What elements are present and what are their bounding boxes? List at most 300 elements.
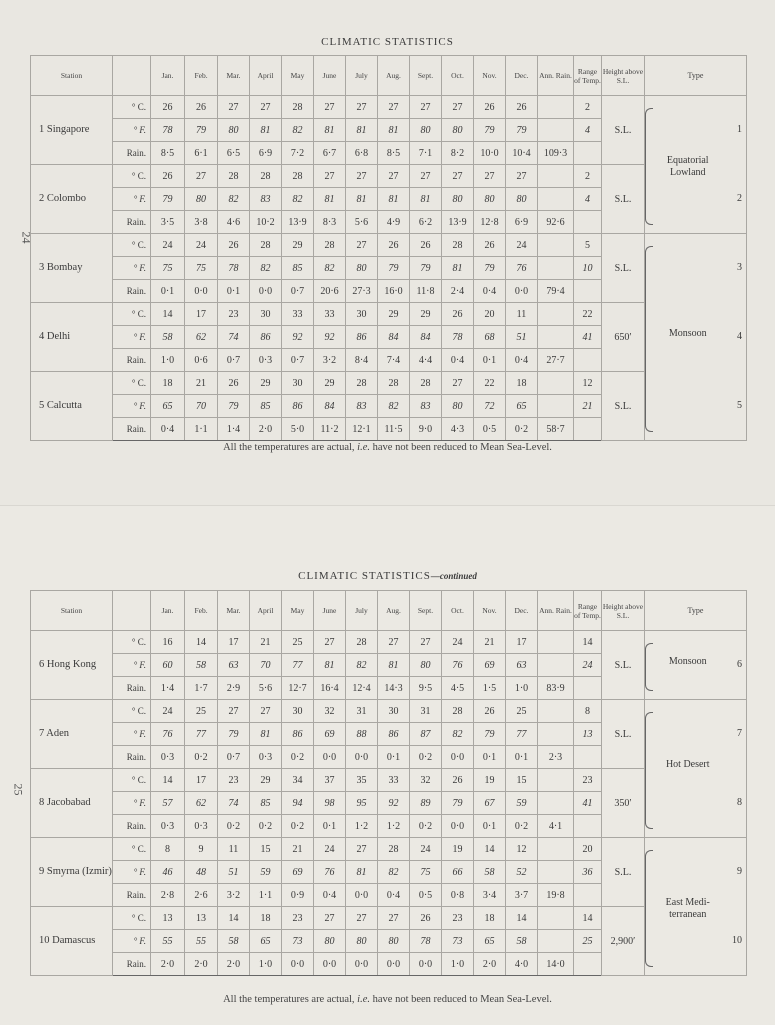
value-cell: 0·7 (218, 746, 250, 769)
annual-rain-empty (538, 372, 574, 395)
value-cell: 95 (346, 792, 378, 815)
value-cell: 28 (378, 372, 410, 395)
annual-rain: 14·0 (538, 953, 574, 976)
value-cell: 21 (474, 631, 506, 654)
annual-rain-empty (538, 165, 574, 188)
value-cell: 4·9 (378, 211, 410, 234)
annual-rain: 58·7 (538, 418, 574, 441)
value-cell: 75 (185, 257, 218, 280)
value-cell: 13·9 (442, 211, 474, 234)
value-cell: 27 (218, 700, 250, 723)
unit-label: Rain. (113, 418, 151, 441)
value-cell: 81 (410, 188, 442, 211)
annual-rain-empty (538, 792, 574, 815)
type-cell (645, 631, 727, 700)
header-unit (113, 591, 151, 631)
value-cell: 0·2 (506, 815, 538, 838)
value-cell: 82 (314, 257, 346, 280)
header-height: Height above S.L. (602, 56, 645, 96)
value-cell: 3·2 (218, 884, 250, 907)
value-cell: 12·4 (346, 677, 378, 700)
value-cell: 52 (506, 861, 538, 884)
value-cell: 24 (410, 838, 442, 861)
range-celsius: 8 (574, 700, 602, 723)
value-cell: 26 (151, 96, 185, 119)
value-cell: 80 (442, 395, 474, 418)
value-cell: 18 (250, 907, 282, 930)
value-cell: 1·5 (474, 677, 506, 700)
value-cell: 79 (506, 119, 538, 142)
annual-rain-empty (538, 326, 574, 349)
climatic-statistics-table (30, 55, 747, 441)
range-empty (574, 815, 602, 838)
value-cell: 30 (346, 303, 378, 326)
range-empty (574, 418, 602, 441)
value-cell: 27 (346, 838, 378, 861)
value-cell: 0·2 (185, 746, 218, 769)
footnote: All the temperatures are actual, i.e. have not been reduced to Mean Sea-Level. (223, 994, 552, 1005)
range-empty (574, 349, 602, 372)
station-name: 7 Aden (31, 700, 113, 769)
unit-label: ° F. (113, 654, 151, 677)
station-name: 3 Bombay (31, 234, 113, 303)
value-cell: 77 (506, 723, 538, 746)
value-cell: 21 (185, 372, 218, 395)
annual-rain-empty (538, 907, 574, 930)
annual-rain-empty (538, 395, 574, 418)
value-cell: 67 (474, 792, 506, 815)
value-cell: 79 (442, 792, 474, 815)
value-cell: 27 (442, 96, 474, 119)
annual-rain-empty (538, 234, 574, 257)
table-row (31, 769, 747, 792)
value-cell: 1·4 (218, 418, 250, 441)
header-month: April (250, 56, 282, 96)
header-month: Aug. (378, 56, 410, 96)
header-annual-rain: Ann. Rain. (538, 591, 574, 631)
table-row (31, 907, 747, 930)
value-cell: 0·1 (378, 746, 410, 769)
value-cell: 78 (151, 119, 185, 142)
header-month: Aug. (378, 591, 410, 631)
header-month: May (282, 56, 314, 96)
annual-rain-empty (538, 188, 574, 211)
unit-label: ° C. (113, 907, 151, 930)
header-station: Station (31, 591, 113, 631)
value-cell: 8·5 (151, 142, 185, 165)
value-cell: 0·2 (282, 746, 314, 769)
station-number: 2 (737, 192, 742, 204)
value-cell: 0·0 (378, 953, 410, 976)
page-number: 25 (11, 783, 26, 796)
lower-page (0, 505, 775, 1025)
row-number-column (727, 234, 747, 441)
height-above-sl: S.L. (602, 96, 645, 165)
value-cell: 28 (378, 838, 410, 861)
annual-rain-empty (538, 257, 574, 280)
value-cell: 8·3 (314, 211, 346, 234)
value-cell: 35 (346, 769, 378, 792)
value-cell: 26 (218, 372, 250, 395)
value-cell: 0·4 (506, 349, 538, 372)
unit-label: ° F. (113, 119, 151, 142)
value-cell: 2·4 (442, 280, 474, 303)
height-above-sl: 650′ (602, 303, 645, 372)
upper-page (0, 0, 775, 505)
header-month: May (282, 591, 314, 631)
value-cell: 78 (218, 257, 250, 280)
value-cell: 27 (410, 165, 442, 188)
value-cell: 4·6 (218, 211, 250, 234)
value-cell: 0·4 (314, 884, 346, 907)
annual-rain: 4·1 (538, 815, 574, 838)
value-cell: 3·4 (474, 884, 506, 907)
value-cell: 0·0 (282, 953, 314, 976)
type-cell (645, 96, 727, 234)
station-name: 6 Hong Kong (31, 631, 113, 700)
value-cell: 68 (474, 326, 506, 349)
header-month: Oct. (442, 56, 474, 96)
annual-rain-empty (538, 303, 574, 326)
value-cell: 89 (410, 792, 442, 815)
value-cell: 6·9 (506, 211, 538, 234)
value-cell: 3·5 (151, 211, 185, 234)
value-cell: 94 (282, 792, 314, 815)
value-cell: 57 (151, 792, 185, 815)
range-fahrenheit: 41 (574, 326, 602, 349)
station-number: 10 (732, 934, 742, 946)
annual-rain: 83·9 (538, 677, 574, 700)
value-cell: 27 (250, 700, 282, 723)
value-cell: 0·0 (314, 746, 346, 769)
range-celsius: 12 (574, 372, 602, 395)
value-cell: 33 (314, 303, 346, 326)
header-range: Range of Temp. (574, 56, 602, 96)
range-empty (574, 142, 602, 165)
value-cell: 27 (346, 165, 378, 188)
value-cell: 23 (218, 303, 250, 326)
value-cell: 1·2 (346, 815, 378, 838)
value-cell: 63 (506, 654, 538, 677)
value-cell: 2·0 (185, 953, 218, 976)
value-cell: 16·0 (378, 280, 410, 303)
station-number: 8 (737, 796, 742, 808)
value-cell: 27 (314, 631, 346, 654)
unit-label: ° C. (113, 234, 151, 257)
table-row (31, 96, 747, 119)
value-cell: 0·1 (314, 815, 346, 838)
table-row (31, 700, 747, 723)
value-cell: 0·4 (474, 280, 506, 303)
value-cell: 80 (506, 188, 538, 211)
value-cell: 26 (506, 96, 538, 119)
value-cell: 86 (282, 395, 314, 418)
value-cell: 26 (185, 96, 218, 119)
value-cell: 29 (410, 303, 442, 326)
value-cell: 80 (218, 119, 250, 142)
value-cell: 80 (314, 930, 346, 953)
header-height: Height above S.L. (602, 591, 645, 631)
value-cell: 26 (442, 303, 474, 326)
value-cell: 98 (314, 792, 346, 815)
annual-rain-empty (538, 769, 574, 792)
value-cell: 76 (506, 257, 538, 280)
value-cell: 82 (218, 188, 250, 211)
value-cell: 6·5 (218, 142, 250, 165)
value-cell: 17 (218, 631, 250, 654)
range-empty (574, 677, 602, 700)
unit-label: ° C. (113, 700, 151, 723)
value-cell: 65 (250, 930, 282, 953)
value-cell: 83 (410, 395, 442, 418)
height-above-sl: S.L. (602, 838, 645, 907)
header-month: Jan. (151, 56, 185, 96)
value-cell: 12·8 (474, 211, 506, 234)
value-cell: 62 (185, 326, 218, 349)
unit-label: ° C. (113, 631, 151, 654)
range-celsius: 2 (574, 96, 602, 119)
value-cell: 75 (151, 257, 185, 280)
value-cell: 11·5 (378, 418, 410, 441)
value-cell: 82 (282, 188, 314, 211)
value-cell: 12·1 (346, 418, 378, 441)
value-cell: 0·1 (474, 815, 506, 838)
value-cell: 75 (410, 861, 442, 884)
station-number: 1 (737, 123, 742, 135)
value-cell: 0·4 (151, 418, 185, 441)
value-cell: 79 (218, 723, 250, 746)
unit-label: ° F. (113, 792, 151, 815)
value-cell: 0·9 (282, 884, 314, 907)
value-cell: 70 (185, 395, 218, 418)
value-cell: 25 (282, 631, 314, 654)
value-cell: 78 (410, 930, 442, 953)
unit-label: ° F. (113, 861, 151, 884)
value-cell: 0·2 (410, 746, 442, 769)
climate-type-label: East Medi- terranean (665, 897, 710, 920)
value-cell: 80 (410, 119, 442, 142)
climate-type-label: Hot Desert (665, 759, 710, 770)
value-cell: 9·0 (410, 418, 442, 441)
value-cell: 79 (151, 188, 185, 211)
value-cell: 86 (346, 326, 378, 349)
type-cell (645, 700, 727, 838)
value-cell: 0·7 (218, 349, 250, 372)
station-number: 9 (737, 865, 742, 877)
value-cell: 0·2 (506, 418, 538, 441)
value-cell: 10·2 (250, 211, 282, 234)
value-cell: 14 (218, 907, 250, 930)
range-empty (574, 953, 602, 976)
value-cell: 6·9 (250, 142, 282, 165)
value-cell: 26 (410, 234, 442, 257)
value-cell: 70 (250, 654, 282, 677)
value-cell: 28 (250, 165, 282, 188)
value-cell: 81 (250, 119, 282, 142)
value-cell: 0·3 (250, 746, 282, 769)
value-cell: 79 (474, 723, 506, 746)
value-cell: 0·3 (151, 746, 185, 769)
unit-label: ° F. (113, 930, 151, 953)
value-cell: 0·0 (442, 746, 474, 769)
station-number: 7 (737, 727, 742, 739)
value-cell: 79 (185, 119, 218, 142)
range-fahrenheit: 24 (574, 654, 602, 677)
value-cell: 0·2 (250, 815, 282, 838)
value-cell: 29 (314, 372, 346, 395)
value-cell: 59 (250, 861, 282, 884)
value-cell: 28 (250, 234, 282, 257)
unit-label: ° C. (113, 769, 151, 792)
value-cell: 30 (250, 303, 282, 326)
value-cell: 24 (151, 700, 185, 723)
value-cell: 58 (218, 930, 250, 953)
range-fahrenheit: 21 (574, 395, 602, 418)
value-cell: 32 (410, 769, 442, 792)
value-cell: 5·6 (250, 677, 282, 700)
value-cell: 63 (218, 654, 250, 677)
value-cell: 12 (506, 838, 538, 861)
value-cell: 81 (314, 119, 346, 142)
value-cell: 1·2 (378, 815, 410, 838)
value-cell: 0·8 (442, 884, 474, 907)
value-cell: 80 (442, 119, 474, 142)
value-cell: 28 (282, 165, 314, 188)
value-cell: 27 (378, 96, 410, 119)
value-cell: 81 (378, 119, 410, 142)
type-cell (645, 838, 727, 976)
value-cell: 82 (378, 861, 410, 884)
type-cell (645, 234, 727, 441)
header-month: June (314, 56, 346, 96)
unit-label: ° C. (113, 303, 151, 326)
value-cell: 27 (346, 234, 378, 257)
header-month: June (314, 591, 346, 631)
value-cell: 29 (282, 234, 314, 257)
value-cell: 85 (250, 395, 282, 418)
station-name: 1 Singapore (31, 96, 113, 165)
unit-label: ° C. (113, 96, 151, 119)
value-cell: 4·4 (410, 349, 442, 372)
value-cell: 1·0 (442, 953, 474, 976)
value-cell: 26 (151, 165, 185, 188)
value-cell: 80 (378, 930, 410, 953)
station-name: 5 Calcutta (31, 372, 113, 441)
value-cell: 29 (250, 769, 282, 792)
value-cell: 82 (378, 395, 410, 418)
value-cell: 29 (250, 372, 282, 395)
value-cell: 81 (378, 188, 410, 211)
value-cell: 86 (282, 723, 314, 746)
value-cell: 0·0 (250, 280, 282, 303)
value-cell: 46 (151, 861, 185, 884)
height-above-sl: S.L. (602, 234, 645, 303)
unit-label: Rain. (113, 211, 151, 234)
value-cell: 0·1 (474, 746, 506, 769)
value-cell: 7·2 (282, 142, 314, 165)
value-cell: 11·2 (314, 418, 346, 441)
value-cell: 17 (506, 631, 538, 654)
header-month: Oct. (442, 591, 474, 631)
value-cell: 76 (151, 723, 185, 746)
value-cell: 18 (506, 372, 538, 395)
value-cell: 69 (474, 654, 506, 677)
value-cell: 27 (314, 165, 346, 188)
value-cell: 0·0 (185, 280, 218, 303)
value-cell: 15 (250, 838, 282, 861)
value-cell: 80 (346, 930, 378, 953)
value-cell: 24 (185, 234, 218, 257)
value-cell: 72 (474, 395, 506, 418)
value-cell: 84 (378, 326, 410, 349)
annual-rain-empty (538, 119, 574, 142)
annual-rain: 92·6 (538, 211, 574, 234)
value-cell: 30 (282, 372, 314, 395)
station-number: 3 (737, 261, 742, 273)
value-cell: 23 (442, 907, 474, 930)
value-cell: 0·5 (410, 884, 442, 907)
value-cell: 27 (378, 165, 410, 188)
unit-label: Rain. (113, 746, 151, 769)
annual-rain: 79·4 (538, 280, 574, 303)
value-cell: 78 (442, 326, 474, 349)
value-cell: 27 (442, 372, 474, 395)
value-cell: 27 (346, 907, 378, 930)
header-unit (113, 56, 151, 96)
value-cell: 27 (185, 165, 218, 188)
range-empty (574, 211, 602, 234)
value-cell: 69 (282, 861, 314, 884)
unit-label: ° F. (113, 395, 151, 418)
value-cell: 14 (185, 631, 218, 654)
value-cell: 73 (442, 930, 474, 953)
annual-rain: 27·7 (538, 349, 574, 372)
value-cell: 81 (346, 861, 378, 884)
value-cell: 0·6 (185, 349, 218, 372)
range-celsius: 23 (574, 769, 602, 792)
value-cell: 0·1 (218, 280, 250, 303)
header-range: Range of Temp. (574, 591, 602, 631)
value-cell: 0·0 (442, 815, 474, 838)
value-cell: 27 (250, 96, 282, 119)
row-number-column (727, 96, 747, 234)
unit-label: ° F. (113, 188, 151, 211)
station-number: 5 (737, 399, 742, 411)
value-cell: 6·1 (185, 142, 218, 165)
value-cell: 85 (282, 257, 314, 280)
table-row (31, 234, 747, 257)
value-cell: 1·0 (506, 677, 538, 700)
annual-rain-empty (538, 838, 574, 861)
value-cell: 1·4 (151, 677, 185, 700)
value-cell: 26 (474, 234, 506, 257)
value-cell: 26 (378, 234, 410, 257)
value-cell: 79 (474, 119, 506, 142)
unit-label: ° F. (113, 326, 151, 349)
value-cell: 14 (506, 907, 538, 930)
unit-label: Rain. (113, 953, 151, 976)
value-cell: 5·6 (346, 211, 378, 234)
value-cell: 92 (282, 326, 314, 349)
value-cell: 11 (506, 303, 538, 326)
unit-label: Rain. (113, 349, 151, 372)
table-row (31, 303, 747, 326)
range-fahrenheit: 4 (574, 119, 602, 142)
value-cell: 33 (282, 303, 314, 326)
table-row (31, 372, 747, 395)
header-station: Station (31, 56, 113, 96)
value-cell: 14·3 (378, 677, 410, 700)
